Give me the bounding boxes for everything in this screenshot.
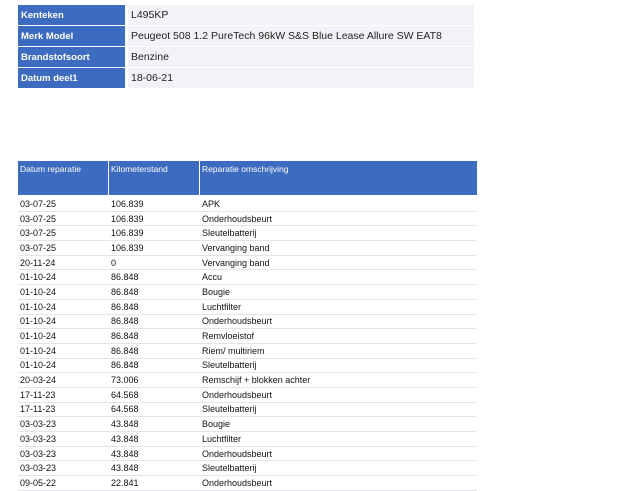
repair-km-cell: 106.839 bbox=[109, 211, 200, 226]
repair-km-cell: 86.848 bbox=[109, 270, 200, 285]
table-row bbox=[18, 358, 477, 373]
repair-km-cell: 86.848 bbox=[109, 314, 200, 329]
repair-table-header bbox=[18, 161, 477, 195]
repair-description-cell: Onderhoudsbeurt bbox=[200, 211, 477, 226]
table-row bbox=[18, 446, 477, 461]
table-row bbox=[18, 197, 477, 211]
table-row bbox=[18, 211, 477, 226]
table-row bbox=[18, 314, 477, 329]
repair-description-cell: Sleutelbatterij bbox=[200, 461, 477, 476]
vehicle-info-value: Benzine bbox=[127, 47, 475, 68]
repair-km-cell: 64.568 bbox=[109, 402, 200, 417]
repair-km-cell: 64.568 bbox=[109, 387, 200, 402]
repair-date-cell: 03-03-23 bbox=[18, 432, 109, 447]
repair-table bbox=[18, 197, 477, 491]
repair-description-cell: Onderhoudsbeurt bbox=[200, 387, 477, 402]
vehicle-info-row bbox=[18, 5, 474, 26]
repair-date-cell: 20-11-24 bbox=[18, 255, 109, 270]
repair-km-cell: 106.839 bbox=[109, 226, 200, 241]
vehicle-info-label: Kenteken bbox=[18, 5, 127, 26]
repair-description-cell: Onderhoudsbeurt bbox=[200, 446, 477, 461]
repair-km-cell: 0 bbox=[109, 255, 200, 270]
repair-date-cell: 03-07-25 bbox=[18, 226, 109, 241]
repair-description-cell: Luchtfilter bbox=[200, 299, 477, 314]
vehicle-info-value: L495KP bbox=[127, 5, 475, 26]
repair-description-cell: Sleutelbatterij bbox=[200, 358, 477, 373]
repair-description-cell: Luchtfilter bbox=[200, 432, 477, 447]
repair-description-cell: Vervanging band bbox=[200, 241, 477, 256]
table-row bbox=[18, 270, 477, 285]
repair-date-cell: 17-11-23 bbox=[18, 402, 109, 417]
vehicle-info-row bbox=[18, 47, 474, 68]
vehicle-info-table bbox=[18, 5, 474, 89]
table-row bbox=[18, 387, 477, 402]
table-row bbox=[18, 299, 477, 314]
repair-description-cell: Bougie bbox=[200, 285, 477, 300]
table-row bbox=[18, 417, 477, 432]
repair-description-cell: Bougie bbox=[200, 417, 477, 432]
repair-description-cell: APK bbox=[200, 197, 477, 211]
table-row bbox=[18, 476, 477, 491]
table-row bbox=[18, 343, 477, 358]
vehicle-info-value: 18-06-21 bbox=[127, 68, 475, 89]
repair-date-cell: 03-07-25 bbox=[18, 211, 109, 226]
table-row bbox=[18, 373, 477, 388]
vehicle-info-body bbox=[18, 5, 474, 89]
repair-date-cell: 01-10-24 bbox=[18, 343, 109, 358]
header-kilometerstand: Kilometerstand bbox=[109, 161, 200, 195]
header-reparatie-omschrijving: Reparatie omschrijving bbox=[200, 161, 477, 195]
repair-date-cell: 01-10-24 bbox=[18, 285, 109, 300]
repair-description-cell: Onderhoudsbeurt bbox=[200, 314, 477, 329]
table-row bbox=[18, 461, 477, 476]
table-row bbox=[18, 285, 477, 300]
repair-date-cell: 03-07-25 bbox=[18, 197, 109, 211]
repair-date-cell: 03-07-25 bbox=[18, 241, 109, 256]
repair-description-cell: Remvloeistof bbox=[200, 329, 477, 344]
repair-date-cell: 17-11-23 bbox=[18, 387, 109, 402]
table-row bbox=[18, 241, 477, 256]
repair-km-cell: 86.848 bbox=[109, 343, 200, 358]
table-row bbox=[18, 255, 477, 270]
table-row bbox=[18, 432, 477, 447]
repair-description-cell: Onderhoudsbeurt bbox=[200, 476, 477, 491]
repair-km-cell: 86.848 bbox=[109, 299, 200, 314]
vehicle-info-value: Peugeot 508 1.2 PureTech 96kW S&S Blue Lease Allure SW EAT8 bbox=[127, 26, 475, 47]
repair-km-cell: 106.839 bbox=[109, 197, 200, 211]
repair-description-cell: Sleutelbatterij bbox=[200, 402, 477, 417]
repair-date-cell: 01-10-24 bbox=[18, 270, 109, 285]
table-row bbox=[18, 329, 477, 344]
repair-description-cell: Vervanging band bbox=[200, 255, 477, 270]
repair-date-cell: 03-03-23 bbox=[18, 417, 109, 432]
vehicle-info-row bbox=[18, 26, 474, 47]
repair-description-cell: Riem/ multiriem bbox=[200, 343, 477, 358]
header-datum-reparatie: Datum reparatie bbox=[18, 161, 109, 195]
repair-date-cell: 01-10-24 bbox=[18, 358, 109, 373]
repair-km-cell: 43.848 bbox=[109, 417, 200, 432]
repair-km-cell: 86.848 bbox=[109, 358, 200, 373]
repair-date-cell: 01-10-24 bbox=[18, 299, 109, 314]
repair-date-cell: 01-10-24 bbox=[18, 314, 109, 329]
repair-date-cell: 09-05-22 bbox=[18, 476, 109, 491]
repair-km-cell: 86.848 bbox=[109, 329, 200, 344]
table-row bbox=[18, 226, 477, 241]
table-row bbox=[18, 402, 477, 417]
vehicle-info-label: Merk Model bbox=[18, 26, 127, 47]
repair-date-cell: 03-03-23 bbox=[18, 461, 109, 476]
vehicle-info-label: Brandstofsoort bbox=[18, 47, 127, 68]
repair-km-cell: 43.848 bbox=[109, 461, 200, 476]
repair-date-cell: 03-03-23 bbox=[18, 446, 109, 461]
repair-km-cell: 106.839 bbox=[109, 241, 200, 256]
vehicle-info-row bbox=[18, 68, 474, 89]
repair-km-cell: 22.841 bbox=[109, 476, 200, 491]
repair-date-cell: 01-10-24 bbox=[18, 329, 109, 344]
repair-km-cell: 43.848 bbox=[109, 446, 200, 461]
repair-km-cell: 73.006 bbox=[109, 373, 200, 388]
repair-description-cell: Sleutelbatterij bbox=[200, 226, 477, 241]
repair-description-cell: Accu bbox=[200, 270, 477, 285]
repair-description-cell: Remschijf + blokken achter bbox=[200, 373, 477, 388]
vehicle-info-label: Datum deel1 bbox=[18, 68, 127, 89]
repair-date-cell: 20-03-24 bbox=[18, 373, 109, 388]
repair-table-body bbox=[18, 197, 477, 490]
repair-km-cell: 43.848 bbox=[109, 432, 200, 447]
repair-km-cell: 86.848 bbox=[109, 285, 200, 300]
